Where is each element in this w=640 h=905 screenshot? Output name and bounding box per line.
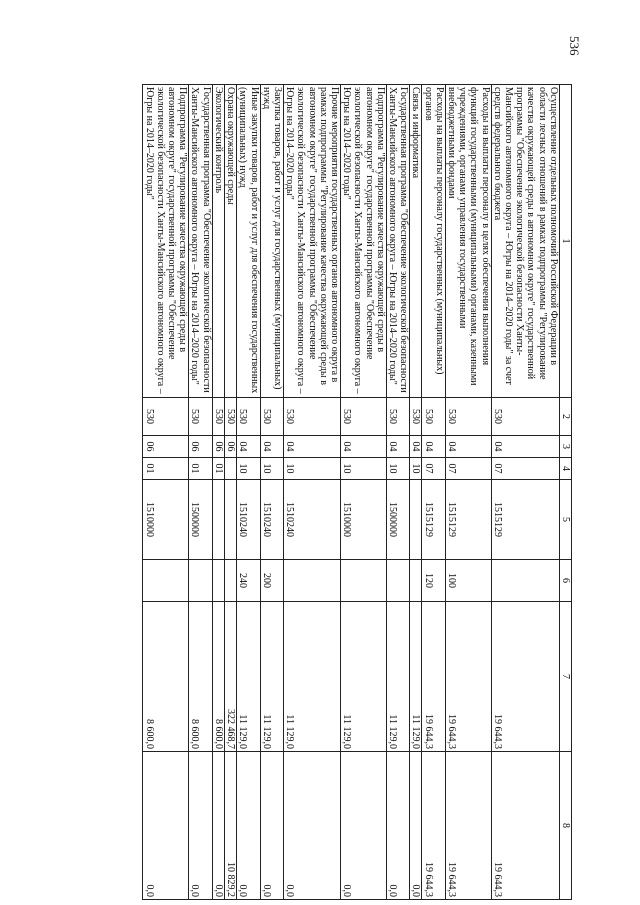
row-label: Расходы на выплаты персоналу государственных (муниципальных) органов [422,85,445,398]
ministry-code: 530 [260,398,283,436]
column-header-6: 6 [559,560,571,602]
expense-type-code [491,560,559,602]
amount-col8: 19 644,3 [445,752,491,900]
ministry-code: 530 [283,398,340,436]
ministry-code: 530 [422,398,445,436]
table-row [422,85,445,900]
amount-col7: 11 129,0 [260,602,283,752]
amount-col8: 0,0 [386,752,409,900]
expense-type-code [386,560,409,602]
ministry-code: 530 [491,398,559,436]
amount-col7: 11 129,0 [283,602,340,752]
section-code: 04 [260,436,283,458]
ministry-code: 530 [386,398,409,436]
table-row [143,85,189,900]
amount-col8: 0,0 [260,752,283,900]
target-article-code: 1510240 [237,480,260,560]
section-code: 04 [340,436,386,458]
expense-type-code [410,560,422,602]
subsection-code: 10 [283,458,340,480]
header-row [559,85,571,900]
table-row [445,85,491,900]
expense-type-code: 120 [422,560,445,602]
amount-col7: 11 129,0 [386,602,409,752]
target-article-code: 1510000 [340,480,386,560]
target-article-code: 1500000 [189,480,212,560]
table-body [143,85,559,900]
row-label: Государственная программа "Обеспечение экологической безопасности Ханты-Мансийского автономного округа – Югры на 2014–2020 годы" [189,85,212,398]
amount-col8: 0,0 [283,752,340,900]
table-row [189,85,212,900]
page-number: 536 [567,36,582,56]
row-label: Прочие мероприятия государственных органов автономного округа в рамках подпрограммы "Регулирование качества окружающей среды в автономном округе" государственной программы "Обеспечение экологической безопасности Ханты-Мансийского автономного округа – Югры на 2014–2020 годы" [283,85,340,398]
ministry-code: 530 [340,398,386,436]
row-label: Государственная программа "Обеспечение экологической безопасности Ханты-Мансийского автономного округа – Югры на 2014–2020 годы" [386,85,409,398]
amount-col7: 11 129,0 [237,602,260,752]
target-article-code: 1500000 [386,480,409,560]
subsection-code: 10 [410,458,422,480]
budget-table [142,84,572,900]
section-code: 04 [283,436,340,458]
column-header-1: 1 [559,85,571,398]
ministry-code: 530 [445,398,491,436]
section-code: 04 [491,436,559,458]
amount-col7: 322 468,7 [224,602,236,752]
subsection-code: 01 [143,458,189,480]
amount-col8: 0,0 [212,752,224,900]
row-label: Осуществление отдельных полномочий Российской Федерации в области лесных отношений в рамках подпрограммы "Регулирование качества окружающей среды в автономном округе" государственной программы "Обеспечение экологической безопасности Ханты-Мансийского автономного округа – Югры на 2014–2020 годы" за счет средств федерального бюджета [491,85,559,398]
subsection-code: 07 [445,458,491,480]
expense-type-code [224,560,236,602]
amount-col7: 8 600,0 [212,602,224,752]
row-label: Иные закупки товаров, работ и услуг для обеспечения государственных (муниципальных) нужд [237,85,260,398]
amount-col8: 0,0 [189,752,212,900]
expense-type-code [340,560,386,602]
section-code: 04 [386,436,409,458]
expense-type-code: 240 [237,560,260,602]
ministry-code: 530 [224,398,236,436]
amount-col7: 19 644,3 [422,602,445,752]
table-row [410,85,422,900]
expense-type-code [283,560,340,602]
table-row [491,85,559,900]
table-row [212,85,224,900]
target-article-code [212,480,224,560]
section-code: 04 [422,436,445,458]
subsection-code [224,458,236,480]
section-code: 04 [410,436,422,458]
amount-col8: 10 829,2 [224,752,236,900]
target-article-code [410,480,422,560]
subsection-code: 07 [491,458,559,480]
subsection-code: 10 [386,458,409,480]
amount-col8: 0,0 [237,752,260,900]
section-code: 04 [237,436,260,458]
expense-type-code [189,560,212,602]
ministry-code: 530 [212,398,224,436]
subsection-code: 10 [340,458,386,480]
amount-col7: 11 129,0 [340,602,386,752]
section-code: 06 [224,436,236,458]
subsection-code: 10 [260,458,283,480]
row-label: Охрана окружающей среды [224,85,236,398]
ministry-code: 530 [410,398,422,436]
subsection-code: 01 [212,458,224,480]
section-code: 06 [189,436,212,458]
target-article-code: 1510000 [143,480,189,560]
expense-type-code: 100 [445,560,491,602]
table-row [283,85,340,900]
row-label: Подпрограмма "Регулирование качества окружающей среды в автономном округе" государственной программы "Обеспечение экологической безопасности Ханты-Мансийского автономного округа – Югры на 2014–2020 годы" [143,85,189,398]
amount-col8: 0,0 [340,752,386,900]
amount-col7: 11 129,0 [410,602,422,752]
column-header-8: 8 [559,752,571,900]
target-article-code: 1510240 [260,480,283,560]
amount-col8: 19 644,3 [422,752,445,900]
table-row [260,85,283,900]
amount-col7: 19 644,3 [491,602,559,752]
table-row [224,85,236,900]
subsection-code: 10 [237,458,260,480]
target-article-code: 1515129 [491,480,559,560]
rotated-table-container [82,84,572,899]
section-code: 06 [212,436,224,458]
target-article-code: 1515129 [422,480,445,560]
column-header-5: 5 [559,480,571,560]
column-header-3: 3 [559,436,571,458]
row-label: Расходы на выплаты персоналу в целях обеспечения выполнения функций государственными (муниципальными) органами, казенными учреждениями, органами управления государственными внебюджетными фондами [445,85,491,398]
target-article-code: 1510240 [283,480,340,560]
row-label: Связь и информатика [410,85,422,398]
ministry-code: 530 [189,398,212,436]
amount-col7: 19 644,3 [445,602,491,752]
section-code: 06 [143,436,189,458]
column-header-2: 2 [559,398,571,436]
amount-col7: 8 600,0 [189,602,212,752]
section-code: 04 [445,436,491,458]
amount-col8: 0,0 [143,752,189,900]
amount-col7: 8 600,0 [143,602,189,752]
ministry-code: 530 [237,398,260,436]
table-row [340,85,386,900]
expense-type-code: 200 [260,560,283,602]
target-article-code [224,480,236,560]
amount-col8: 19 644,3 [491,752,559,900]
column-header-7: 7 [559,602,571,752]
column-header-4: 4 [559,458,571,480]
ministry-code: 530 [143,398,189,436]
subsection-code: 01 [189,458,212,480]
table-row [386,85,409,900]
expense-type-code [143,560,189,602]
row-label: Подпрограмма "Регулирование качества окружающей среды в автономном округе" государственной программы "Обеспечение экологической безопасности Ханты-Мансийского автономного округа – Югры на 2014–2020 годы" [340,85,386,398]
table-row [237,85,260,900]
row-label: Закупка товаров, работ и услуг для государственных (муниципальных) нужд [260,85,283,398]
row-label: Экологический контроль [212,85,224,398]
target-article-code: 1515129 [445,480,491,560]
expense-type-code [212,560,224,602]
subsection-code: 07 [422,458,445,480]
amount-col8: 0,0 [410,752,422,900]
